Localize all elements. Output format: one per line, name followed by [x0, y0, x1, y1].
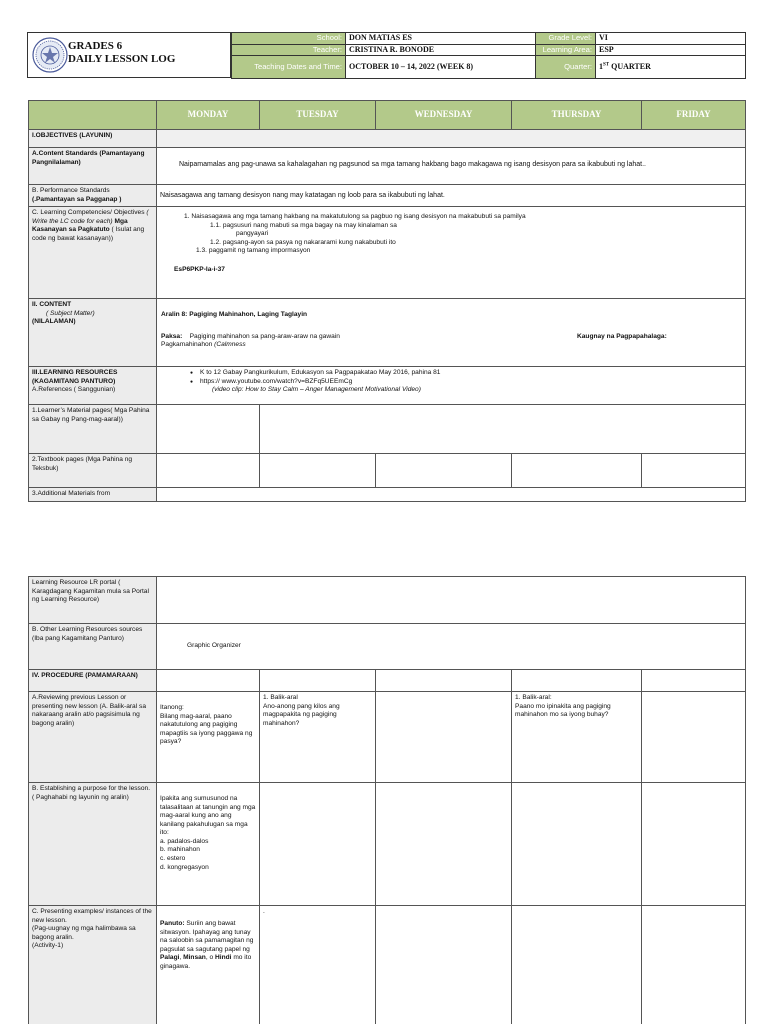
examples-thursday — [512, 906, 642, 1024]
grade-level-label: Grade Level: — [536, 33, 596, 45]
tb-friday — [642, 454, 746, 488]
day-thursday: THURSDAY — [512, 101, 642, 130]
content-label-sub: ( Subject Matter) — [46, 309, 95, 317]
day-monday: MONDAY — [157, 101, 260, 130]
purpose-monday: Ipakita ang sumusunod na talasalitaan at tanungin ang mga mag-aaral kung ano ang kanilang pakahulugan sa mga ito: a. padalos-dalos b. mahinahon c. estero d. kongregasyon — [157, 783, 260, 906]
references-text — [157, 367, 746, 405]
competency-1-1: 1.1. pagsusuri nang mabuti sa mga bagay na may kinalaman sa — [210, 221, 397, 229]
other-resources-label — [29, 624, 157, 670]
reference-video-caption: (video clip: How to Stay Calm – Anger Management Motivational Video) — [212, 386, 421, 394]
panuto-minsan: Minsan — [183, 954, 206, 962]
proc-monday — [157, 670, 260, 692]
header-title-grades: GRADES 6 — [68, 40, 123, 52]
examples-label: C. Presenting examples/ instances of the new lesson. (Pag-uugnay ng mga halimbawa sa bagong aralin. (Activity-1) — [29, 906, 157, 1024]
resources-row — [29, 367, 746, 405]
reviewing-monday: Itanong: Bilang mag-aaral, paano nakatutulong ang pagiging mapagtiis sa iyong paggawa ng pasya? — [157, 692, 260, 783]
panuto-label: Panuto: — [160, 920, 185, 927]
performance-standards-text: Naisasagawa ang tamang desisyon nang may katatagan ng loob para sa ikabubuti ng lahat. — [157, 185, 746, 207]
content-label-title: II. CONTENT — [32, 301, 72, 309]
additional-materials-label: 3.Additional Materials from — [29, 488, 157, 502]
tb-tuesday — [260, 454, 376, 488]
quarter-number: 1 — [599, 61, 603, 71]
competency-1: 1. Naisasagawa ang mga tamang hakbang na makatutulong sa pagbuo ng isang desisyon na makabubuti sa pamilya — [184, 213, 526, 221]
days-header-blank — [29, 101, 157, 130]
day-friday: FRIDAY — [642, 101, 746, 130]
panuto-o: , o — [205, 954, 215, 962]
examples-row — [29, 906, 746, 1024]
paksa-label: Paksa: — [161, 332, 183, 340]
lm-monday — [157, 405, 260, 454]
content-standards-row — [29, 148, 746, 185]
lesson-table-part2 — [28, 576, 746, 1024]
teaching-dates-label: Teaching Dates and Time: — [232, 56, 346, 79]
school-value: DON MATIAS ES — [346, 33, 536, 45]
learning-area-label: Learning Area: — [536, 44, 596, 56]
reference-curriculum: ● K to 12 Gabay Pangkurikulum, Edukasyon sa Pagpapakatao May 2016, pahina 81 — [200, 369, 742, 378]
purpose-label: B. Establishing a purpose for the lesson. ( Paghahabi ng layunin ng aralin) — [29, 783, 157, 906]
competencies-label-a: C. Learning Competencies/ Objectives — [32, 209, 145, 217]
examples-monday — [157, 906, 260, 1024]
competencies-label — [29, 207, 157, 299]
lesson-table-part1 — [28, 100, 746, 502]
content-row — [29, 299, 746, 367]
teacher-value: CRISTINA R. BONODE — [346, 44, 536, 56]
competencies-label-b: ( Write the LC code for each) — [32, 209, 149, 225]
learning-area-value: ESP — [596, 44, 746, 56]
content-standards-label: A.Content Standards (Pamantayang Pangnilalaman) — [29, 148, 157, 185]
other-resources-label-b: (Iba pang Kagamitang Panturo) — [32, 634, 125, 642]
objectives-label: I.OBJECTIVES (LAYUNIN) — [29, 130, 157, 148]
lr-portal-label: Learning Resource LR portal ( Karagdagang Kagamitan mula sa Portal ng Learning Resource) — [29, 577, 157, 624]
resources-label — [29, 367, 157, 405]
panuto-palagi: Palagi — [160, 954, 180, 962]
learners-material-row — [29, 405, 746, 454]
competencies-row — [29, 207, 746, 299]
additional-materials-row — [29, 488, 746, 502]
examples-wednesday — [376, 906, 512, 1024]
other-resources-row — [29, 624, 746, 670]
reviewing-row — [29, 692, 746, 783]
competency-code: EsP6PKP-Ia-i-37 — [174, 265, 225, 273]
purpose-row — [29, 783, 746, 906]
reviewing-friday — [642, 692, 746, 783]
purpose-friday — [642, 783, 746, 906]
paksa-text: Pagiging mahinahon sa pang-araw-araw na gawain — [189, 332, 340, 340]
objectives-cell — [157, 130, 746, 148]
proc-tuesday — [260, 670, 376, 692]
days-header-row — [29, 101, 746, 130]
header-title — [68, 40, 175, 66]
lm-rest — [260, 405, 746, 454]
additional-materials-cell — [157, 488, 746, 502]
purpose-tuesday — [260, 783, 376, 906]
textbook-label: 2.Textbook pages (Mga Pahina ng Teksbuk) — [29, 454, 157, 488]
panuto-hindi: Hindi — [215, 954, 232, 962]
quarter-word: QUARTER — [609, 61, 651, 71]
competencies-label-d: ( Isulat ang code ng bawat kasanayan)) — [32, 226, 145, 242]
references-list — [160, 369, 742, 386]
content-label — [29, 299, 157, 367]
header-logo-box — [27, 32, 231, 78]
performance-standards-label — [29, 185, 157, 207]
deped-seal-icon — [32, 37, 68, 73]
learners-material-label: 1.Learner’s Material pages( Mga Pahina sa Gabay ng Pang-mag-aaral)) — [29, 405, 157, 454]
content-label-nilalaman: (NILALAMAN) — [32, 318, 76, 326]
header-title-log: DAILY LESSON LOG — [68, 53, 176, 65]
panuto-comma: , — [179, 954, 184, 962]
calmness: (Calmness — [214, 341, 246, 349]
tb-thursday — [512, 454, 642, 488]
examples-tuesday: . — [260, 906, 376, 1024]
proc-friday — [642, 670, 746, 692]
school-label: School: — [232, 33, 346, 45]
tb-wednesday — [376, 454, 512, 488]
content-standards-text: Naipamamalas ang pag-unawa sa kahalagahan ng pagsunod sa mga tamang hakbang bago makagawa ng isang desisyon para sa ikabubuti ng lahat.. — [157, 148, 746, 185]
aralin-title: Aralin 8: Pagiging Mahinahon, Laging Taglayin — [161, 311, 308, 319]
purpose-thursday — [512, 783, 642, 906]
paksa-line — [161, 333, 741, 342]
procedure-label: IV. PROCEDURE (PAMAMARAAN) — [29, 670, 157, 692]
performance-standards-row — [29, 185, 746, 207]
competency-1-2: 1.2. pagsang-ayon sa pasya ng nakararami kung nakabubuti ito — [210, 238, 396, 246]
header-info-grid — [231, 32, 746, 79]
proc-wednesday — [376, 670, 512, 692]
reviewing-wednesday — [376, 692, 512, 783]
objectives-row — [29, 130, 746, 148]
quarter-suffix: ST — [603, 62, 610, 68]
procedure-row — [29, 670, 746, 692]
day-wednesday: WEDNESDAY — [376, 101, 512, 130]
quarter-value — [596, 56, 746, 79]
other-resources-text: Graphic Organizer — [157, 624, 746, 670]
pagkamahinahon: Pagkamahinahon — [161, 341, 213, 349]
other-resources-label-a: B. Other Learning Resources sources — [32, 626, 143, 633]
competencies-text — [157, 207, 746, 299]
lesson-log-header — [27, 32, 745, 78]
grade-level-value: VI — [596, 33, 746, 45]
performance-standards-label-a: B. Performance Standards — [32, 187, 110, 194]
resources-label-title: III.LEARNING RESOURCES (KAGAMITANG PANTURO) — [32, 369, 118, 385]
lr-portal-cell — [157, 577, 746, 624]
teaching-dates-value: OCTOBER 10 – 14, 2022 (WEEK 8) — [346, 56, 536, 79]
references-label: A.References ( Sanggunian) — [32, 386, 116, 394]
panuto-text-2: mo ito ginagawa. — [160, 954, 252, 970]
lr-portal-row — [29, 577, 746, 624]
reference-youtube-link[interactable]: ● https:// www.youtube.com/watch?v=BZFq5UEEmCg — [200, 378, 742, 387]
textbook-row — [29, 454, 746, 488]
competencies-label-c: Mga Kasanayan sa Pagkatuto — [32, 217, 128, 234]
examples-friday — [642, 906, 746, 1024]
content-text — [157, 299, 746, 367]
competency-1-3: 1.3. paggamit ng tamang impormasyon — [196, 247, 311, 255]
reviewing-tuesday: 1. Balik-aral Ano-anong pang kilos ang magpapakita ng pagiging mahinahon? — [260, 692, 376, 783]
proc-thursday — [512, 670, 642, 692]
day-tuesday: TUESDAY — [260, 101, 376, 130]
quarter-label: Quarter: — [536, 56, 596, 79]
kaugnay-label: Kaugnay na Pagpapahalaga: — [577, 332, 667, 340]
performance-standards-label-b: (.Pamantayan sa Pagganap ) — [32, 195, 122, 203]
tb-monday — [157, 454, 260, 488]
teacher-label: Teacher: — [232, 44, 346, 56]
purpose-wednesday — [376, 783, 512, 906]
competency-1-1-cont: pangyayari — [236, 230, 269, 238]
panuto-text-1: Suriin ang bawat sitwasyon. Ipahayag ang tunay na saloobin sa pamamagitan ng pagsulat sa sagutang papel ng — [160, 920, 254, 953]
reviewing-label: A.Reviewing previous Lesson or presenting new lesson (A. Balik-aral sa nakaraang aralin at/o pagsisimula ng bagong aralin) — [29, 692, 157, 783]
reviewing-thursday: 1. Balik-aral: Paano mo ipinakita ang pagiging mahinahon mo sa iyong buhay? — [512, 692, 642, 783]
pagkamahinahon-line — [161, 341, 741, 350]
